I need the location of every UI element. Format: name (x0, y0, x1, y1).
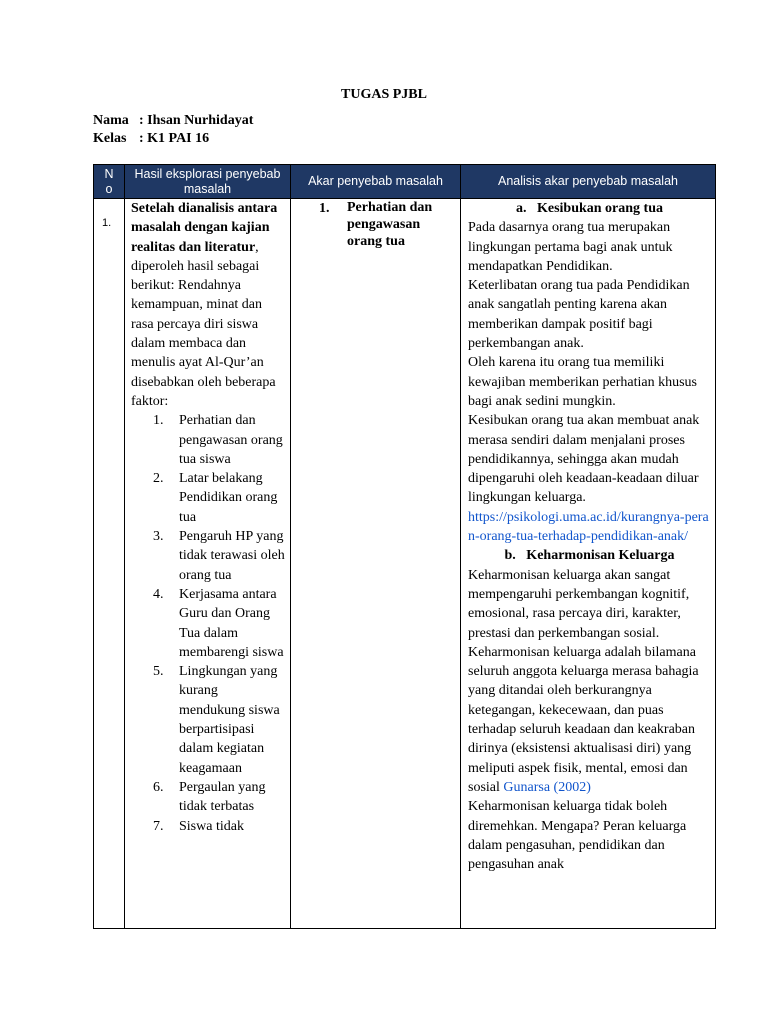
header-akar: Akar penyebab masalah (291, 165, 461, 199)
class-value: : K1 PAI 16 (139, 131, 210, 146)
analisis-paragraph: Keterlibatan orang tua pada Pendidikan anak sangatlah penting karena akan memberikan dampak positif bagi perkembangan anak. (468, 278, 690, 352)
analisis-paragraph: Pada dasarnya orang tua merupakan lingkungan pertama bagi anak untuk mendapatkan Pendidikan. (468, 220, 673, 274)
hasil-intro-bold: Setelah dianalisis antara masalah dengan kajian realitas dan literatur (131, 201, 278, 255)
table-row (94, 199, 716, 929)
citation-link[interactable]: Gunarsa (2002) (503, 779, 591, 795)
row-number: 1. (94, 199, 125, 929)
analisis-paragraph-text: Keharmonisan keluarga adalah bilamana seluruh anggota keluarga merasa bahagia yang ditandai oleh berkurangnya ketegangan, kekecewaan, dan puas terhadap seluruh keadaan dan keakraban dirinya (eksistensi aktualisasi diri) yang meliputi aspek fisik, mental, emosi dan sosial (468, 644, 699, 795)
akar-number: 1. (319, 201, 330, 216)
hasil-intro-rest: , diperoleh hasil sebagai berikut: Rendahnya kemampuan, minat dan rasa percaya diri siswa dalam membaca dan menulis ayat Al-Qur’an disebabkan oleh beberapa faktor: (131, 239, 276, 409)
list-text: Pergaulan yang tidak terbatas (179, 779, 266, 815)
akar-cell (291, 199, 461, 929)
list-item (131, 411, 286, 469)
list-text: Perhatian dan pengawasan orang tua siswa (179, 413, 283, 467)
header-hasil: Hasil eksplorasi penyebab masalah (125, 165, 291, 199)
list-item (131, 662, 286, 778)
list-number: 7. (153, 818, 164, 834)
table-header-row (94, 165, 716, 199)
list-item (131, 527, 286, 585)
list-number: 3. (153, 529, 164, 545)
document-title: TUGAS PJBL (341, 87, 427, 102)
header-analisis: Analisis akar penyebab masalah (461, 165, 716, 199)
analisis-paragraph: Oleh karena itu orang tua memiliki kewajiban memberikan perhatian khusus bagi anak sedini mungkin. (468, 355, 697, 409)
class-label: Kelas (93, 131, 127, 146)
name-value: : Ihsan Nurhidayat (139, 113, 254, 128)
list-item (131, 585, 286, 662)
analisis-paragraph: Keharmonisan keluarga tidak boleh diremehkan. Mengapa? Peran keluarga dalam pengasuhan, pendidikan dan pengasuhan anak (468, 799, 687, 873)
hasil-cell (125, 199, 291, 929)
class-line (93, 131, 209, 147)
analisis-paragraph-with-citation (468, 643, 711, 797)
header-no: N o (94, 165, 125, 199)
list-item (131, 778, 286, 817)
list-item (131, 817, 286, 836)
analisis-cell (461, 199, 716, 929)
akar-text: Perhatian dan pengawasan orang tua (347, 200, 433, 249)
list-number: 1. (153, 413, 164, 429)
hasil-intro (131, 199, 286, 411)
list-text: Lingkungan yang kurang mendukung siswa berpartisipasi dalam kegiatan keagamaan (179, 664, 280, 776)
analisis-paragraph: Kesibukan orang tua akan membuat anak merasa sendiri dalam menjalani proses pendidikannya, sehingga akan mudah dipengaruhi oleh keadaan-keadaan diluar lingkungan keluarga. (468, 413, 700, 506)
list-number: 5. (153, 664, 164, 680)
list-text: Pengaruh HP yang tidak terawasi oleh orang tua (179, 529, 285, 583)
analysis-table (93, 164, 716, 929)
list-text: Siswa tidak (179, 818, 244, 834)
list-text: Latar belakang Pendidikan orang tua (179, 471, 278, 525)
reference-link[interactable]: https://psikologi.uma.ac.id/kurangnya-peran-orang-tua-terhadap-pendidikan-anak/ (468, 509, 709, 545)
list-text: Kerjasama antara Guru dan Orang Tua dalam membarengi siswa (179, 586, 284, 660)
list-number: 2. (153, 471, 164, 487)
subheading-a: a. Kesibukan orang tua (515, 201, 664, 216)
name-line (93, 113, 253, 129)
list-item (131, 469, 286, 527)
factor-list (131, 411, 286, 836)
subheading-b: b. Keharmonisan Keluarga (504, 548, 675, 564)
analisis-paragraph: Keharmonisan keluarga akan sangat mempengaruhi perkembangan kognitif, emosional, rasa percaya diri, karakter, prestasi dan perkembangan sosial. (468, 567, 690, 641)
name-label: Nama (93, 113, 129, 128)
list-number: 4. (153, 586, 164, 602)
akar-item (299, 199, 454, 250)
list-number: 6. (153, 779, 164, 795)
